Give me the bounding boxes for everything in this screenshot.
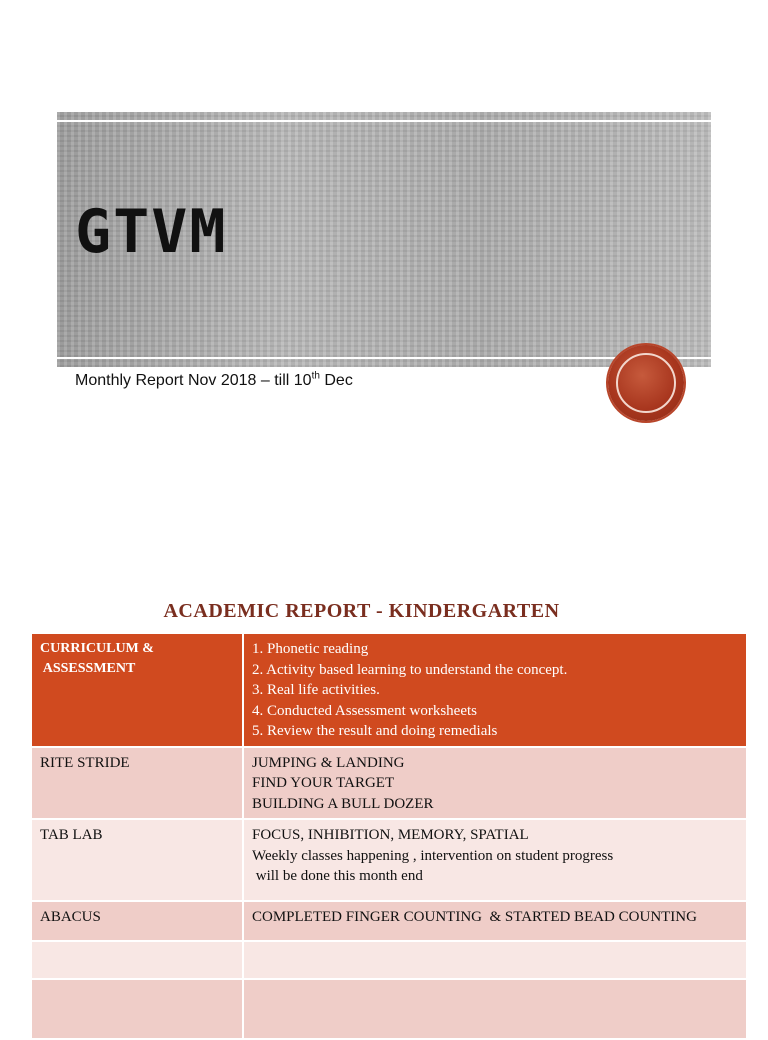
row-label-cell [32,634,243,747]
report-heading: ACADEMIC REPORT - KINDERGARTEN [163,600,560,622]
row-label: ASSESSMENT [40,661,136,676]
academic-report-table [32,634,748,1040]
row-label-cell [32,747,243,820]
slide-title: GTVM [75,197,228,267]
row-label-cell [32,819,243,901]
table-row [32,901,747,941]
band-top-line [57,120,711,122]
row-line: JUMPING & LANDING [252,754,405,771]
row-line: 2. Activity based learning to understand the concept. [252,661,568,678]
table-row [32,747,747,820]
row-content-cell [243,901,747,941]
table-row [32,634,747,747]
row-label-cell [32,901,243,941]
row-label-cell [32,979,243,1039]
row-line: FIND YOUR TARGET [252,775,395,791]
row-line: will be done this month end [252,868,423,884]
row-label: ABACUS [40,909,101,925]
row-content-cell [243,819,747,901]
row-line: 4. Conducted Assessment worksheets [252,702,477,719]
band-bottom-line [57,357,711,359]
row-line: COMPLETED FINGER COUNTING & STARTED BEAD COUNTING [252,909,697,925]
row-content-cell [243,747,747,820]
row-content-cell [243,941,747,979]
row-label-cell [32,941,243,979]
row-line: 5. Review the result and doing remedials [252,723,498,739]
subtitle-main: Monthly Report Nov 2018 – till 10 [75,372,312,389]
school-logo [608,345,684,421]
table-row [32,819,747,901]
row-label: CURRICULUM & [40,641,154,656]
row-label: RITE STRIDE [40,754,130,771]
row-line: BUILDING A BULL DOZER [252,795,434,812]
row-content-cell [243,634,747,747]
slide-subtitle [75,372,353,390]
title-band [57,112,711,367]
table-row [32,979,747,1039]
row-line: FOCUS, INHIBITION, MEMORY, SPATIAL [252,827,529,843]
table-row [32,941,747,979]
row-label: TAB LAB [40,827,103,843]
subtitle-superscript: th [311,370,320,382]
row-line: Weekly classes happening , intervention on student progress [252,847,614,864]
subtitle-end: Dec [319,372,353,389]
row-line: 3. Real life activities. [252,682,380,698]
row-content-cell [243,979,747,1039]
row-line: 1. Phonetic reading [252,641,369,657]
